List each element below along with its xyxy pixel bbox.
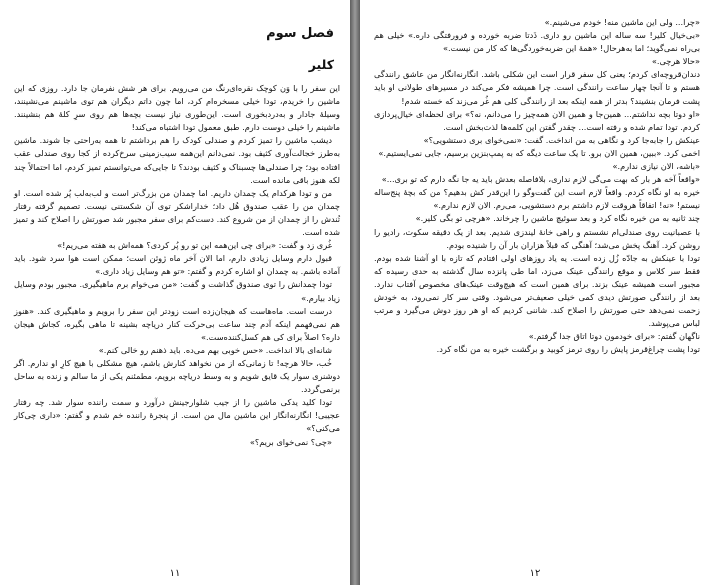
page-number: ۱۱ [169,568,181,579]
paragraph: «بی‌خیال کلیر! سه ساله این ماشین رو داری. ذَدتا ضربه خورده و فرورفتگی داره.» خیلی هم بی‌راه نمی‌گوید؛ اما به‌هرحال! «همهٔ این ضربه‌خوردگی‌ها که کار من نیست.» [374,30,700,54]
paragraph: با عصبانیت روی صندلی‌ام نشستم و راهی خانهٔ لیندزی شدیم. بعد از یک دقیقه سکوت، رادیو را روشن کرد. آهنگ پخش می‌شد؛ آهنگی که قبلاً هزاران بار آن را شنیده بودم. [374,226,700,250]
right-page-body [374,16,700,356]
paragraph: تودا کلید یدکی ماشین را از جیب شلوارجینش درآورد و سمت راننده سوار شد. چه رفتار عجیبی! انگارنه‌انگار این ماشین مال من است. از پنجرهٔ راننده خم شدم و گفتم: «داری چی‌کار می‌کنی؟» [14,397,340,434]
paragraph: خیره به او نگاه کردم. واقعاً لازم است این گفت‌وگو را این‌قدر کش بدهیم؟ من که بچهٔ پنج‌ساله نیستم! «نه! اتفاقاً هروقت لازم داشتم برم دستشویی، می‌رم. الان لازم ندارم.» [374,187,700,211]
paragraph: «باشه، الان نیازی ندارم.» [612,161,700,172]
paragraph: «واقعاً آخه هر بار که بهت می‌گی لازم نداری، بلافاصله بعدش باید یه جا نگه دارم که تو بری...» [381,174,700,185]
chapter-title: فصل سوم [266,26,334,41]
paragraph: درست است. ماه‌هاست که هیجان‌زده است زودتر این سفر را برویم و ماهیگیری کند. «هنوز هم نمی‌فهمم اینکه آدم چند ساعت بی‌حرکت کنار دریاچه بشینه تا ماهی بگیره، کجاش هیجان داره؟ اصلاً برای کی هم کسل‌کننده‌ست.» [14,305,340,342]
book-gutter [350,0,360,585]
paragraph: «او دوتا بچه نداشتم... همین‌جا و همین الان همه‌چیز را می‌دانم، نه؟» برای لحظه‌ای خیال‌پردازی کردم. تودا تمام شده و رفته است... چقدر گفتن این کلمه‌ها لذت‌بخش است. [374,108,700,132]
page-number: ۱۲ [529,568,541,579]
paragraph: اخمی کرد. «ببین، همین الان برو. تا یک ساعت دیگه که به پمپ‌بنزین برسیم، جایی نمی‌ایستیم.» [378,147,700,158]
paragraph: دیشب ماشین را تمیز کردم و صندلی کودک را هم برداشتم تا همه به‌راحتی جا شوند. ماشین به‌طرز خجالت‌آوری کثیف بود. نمی‌دانم این‌همه سیب‌زمینی سرخ‌کرده از کجا روی صندلی عقب افتاده بود؛ چرا صندلی‌ها چسبناک و کثیف بودند؟ تا جایی‌که می‌توانستم تمیز کردم، اما احتمالاً چند لکه هنوز باقی مانده است. [14,135,340,185]
paragraph: «چی؟ نمی‌خوای بریم؟» [249,436,332,447]
paragraph: این سفر را با وَن کوچک نقره‌ای‌رنگ من می‌رویم. برای هر شش نفرمان جا دارد. روزی که این ماشین را خریدم، تودا خیلی مسخره‌ام کرد، اما چون داتم دیگران هم توی ماشینم می‌نشینند، وسیلهٔ جادار و به‌دردبخوری است. این‌طوری نیاز نیست بچه‌ها هم روی سرِ کلهٔ هم بنشینند. ماشینم را خیلی دوست دارم. طبق معمول تودا اشتباه می‌کند! [14,83,340,133]
right-page [360,0,710,585]
paragraph: شانه‌ای بالا انداخت. «حس خوبی بهم می‌ده. باید ذهنم رو خالی کنم.» [98,344,332,355]
paragraph: تودا پشت چراغ‌قرمز پایش را روی ترمز کوبید و برگشت خیره به من نگاه کرد. [436,344,700,355]
paragraph: تودا با عینکش به جادّه زُل زده است. یه یاد روزهای اولی افتادم که تازه با او آشنا شده بودم. فقط سر کلاس و موقع رانندگی عینک می‌زد، اما طی پانزده سال گذشته به حدی رسیده که مجبور است همیشه عینک بزند. برای همین است که هیچ‌وقت عینک‌های مخصوص آفتاب ندارد. بعد از رانندگی صورتش دیدی کمی خیلی صعیف‌تر می‌شود. وقتی سر کار نمی‌رود، به خودش زحمت نمی‌دهد حتی صورتش را اصلاح کند. شاننی کردیم که او هر روز دوش می‌گیرد و مرتب لباس می‌پوشد. [374,252,700,329]
paragraph: «چرا... ولی این ماشین منه! خودم می‌شینم.» [544,17,700,27]
paragraph: من و تودا هرکدام یک چمدان داریم. اما چمدان من بزرگ‌تر است و لب‌به‌لب پُر شده است. او چمدان من را عقب صندوق هُل داد؛ خدارا‌شکر توی آن شکستنی نیست. تصمیم گرفته رفتار تُندش را از چمدان از من شروع کند. دست‌کم برای سفر مجبور شد صورتش را اصلاح کند و تمیز شده است. [14,187,340,238]
paragraph: دندان‌قروچه‌ای کردم؛ یعنی کل سفر قرار است این شکلی باشد. انگارنه‌انگار من عاشق رانندگی هستم و تا آنجا چهار ساعت رانندگی است. چرا همیشه فکر می‌کند در مسیرهای طولانی او باید پشت فرمان بنشیند؟ بدتر از همه اینکه بعد از رانندگی کلی هم غُر می‌زند که خسته شدم! [374,69,700,106]
paragraph: چند ثانیه به من خیره نگاه کرد و بعد سوئیچ ماشین را چرخاند. «هرچی تو بگی کلیر.» [415,213,700,224]
paragraph: خُب، حالا هرچه! تا زمانی‌که از من نخواهد کنارش باشم، هیچ مشکلی با هیچ کارِ او ندارم. اگر دوشنری سوار یک قایق شویم و به وسط دریاچه برویم، مطمئنم یکی از ما سالم و زنده به ساحل برنمی‌گردد. [14,357,340,395]
left-page-body [14,82,340,449]
paragraph: «حالا هرچی.» [651,56,700,67]
section-title: کلیر [308,57,334,72]
paragraph: ناگهان گفتم: «برای خودمون دوتا اتاق جدا گرفتم.» [528,331,700,342]
paragraph: غُری زد و گفت: «برای چی این‌همه این تو رو پُر کردی؟ همه‌اش به هفته می‌ریم!» [57,240,332,251]
paragraph: عینکش را جابه‌جا کرد و نگاهی به من انداخت. گفت: «نمی‌خوای بری دستشویی؟» [423,134,700,145]
paragraph: قبول دارم وسایل زیادی دارم، اما الان آخر ماه ژوئن است؛ ممکن است هوا سرد شود. باید آماده باشم. به چمدان او اشاره کردم و گفتم: «تو هم وسایل زیاد داری.» [14,253,340,277]
left-page [0,0,350,585]
paragraph: تودا چمدانش را توی صندوق گذاشت و گفت: «من می‌خوام برم ماهیگیری. مجبور بودم وسایل زیاد بیارم.» [14,279,340,303]
